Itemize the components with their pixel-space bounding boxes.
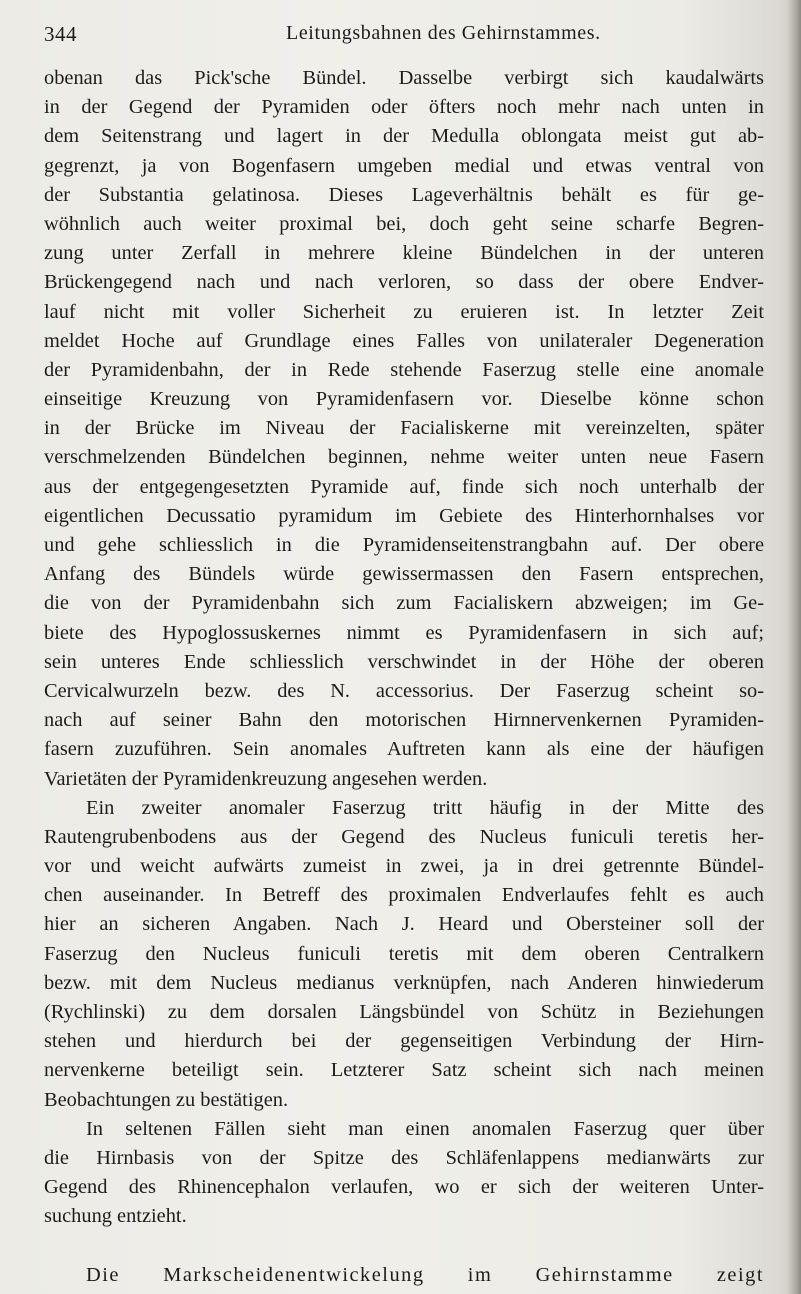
text-line: Gegend des Rhinencephalon verlaufen, wo er sich der weiteren Unter- (44, 1176, 764, 1199)
text-line: nach auf seiner Bahn den motorischen Hirnnervenkernen Pyramiden- (44, 709, 764, 732)
text-line: meldet Hoche auf Grundlage eines Falles von unilateraler Degeneration (44, 329, 764, 352)
text-line: eigentlichen Decussatio pyramidum im Gebiete des Hinterhornhalses vor (44, 504, 764, 527)
body-text (44, 64, 764, 1290)
text-line: bezw. mit dem Nucleus medianus verknüpfen, nach Anderen hinwiederum (44, 971, 764, 994)
text-line: In seltenen Fällen sieht man einen anomalen Faserzug quer über (86, 1117, 764, 1140)
text-line: chen auseinander. In Betreff des proximalen Endverlaufes fehlt es auch (44, 884, 764, 907)
text-line: lauf nicht mit voller Sicherheit zu eruieren ist. In letzter Zeit (44, 300, 764, 323)
text-line: Faserzug den Nucleus funiculi teretis mit dem oberen Centralkern (44, 942, 764, 965)
paragraph-basis-faserzug (44, 1115, 764, 1232)
text-line: wöhnlich auch weiter proximal bei, doch geht seine scharfe Begren- (44, 212, 764, 235)
text-line: sein unteres Ende schliesslich verschwindet in der Höhe der oberen (44, 650, 764, 673)
text-line: gegrenzt, ja von Bogenfasern umgeben medial und etwas ventral von (44, 154, 764, 177)
text-line: Beobachtungen zu bestätigen. (44, 1088, 289, 1111)
text-line: vor und weicht aufwärts zumeist in zwei, ja in drei getrennte Bündel- (44, 855, 764, 878)
text-line: und gehe schliesslich in die Pyramidenseitenstrangbahn auf. Der obere (44, 534, 764, 556)
text-line: Brückengegend nach und nach verloren, so dass der obere Endver- (44, 271, 764, 294)
text-line: nervenkerne beteiligt sein. Letzterer Satz scheint sich nach meinen (44, 1059, 764, 1082)
text-line: biete des Hypoglossuskernes nimmt es Pyramidenfasern in sich auf; (44, 621, 764, 644)
text-line: (Rychlinski) zu dem dorsalen Längsbündel von Schütz in Beziehungen (44, 1001, 764, 1023)
text-line: zung unter Zerfall in mehrere kleine Bündelchen in der unteren (44, 242, 764, 265)
page-header (44, 22, 764, 52)
text-line: aus der entgegengesetzten Pyramide auf, finde sich noch unterhalb der (44, 475, 764, 498)
text-line: der Substantia gelatinosa. Dieses Lageverhältnis behält es für ge- (44, 183, 764, 206)
text-line: stehen und hierdurch bei der gegenseitigen Verbindung der Hirn- (44, 1030, 764, 1053)
text-line: fasern zuzuführen. Sein anomales Auftreten kann als eine der häufigen (44, 738, 764, 761)
text-line: Varietäten der Pyramidenkreuzung angesehen werden. (44, 767, 488, 790)
paragraph-second-faserzug (44, 794, 764, 1115)
text-line: Cervicalwurzeln bezw. des N. accessorius. Der Faserzug scheint so- (44, 679, 764, 702)
text-line: Ein zweiter anomaler Faserzug tritt häufig in der Mitte des (86, 796, 764, 819)
paragraph-markscheiden (44, 1261, 764, 1290)
page-edge-shadow (787, 0, 801, 1294)
paragraph-gap (44, 1232, 764, 1261)
running-head: Leitungsbahnen des Gehirnstammes. (286, 22, 601, 44)
text-line: der Pyramidenbahn, der in Rede stehende Faserzug stelle eine anomale (44, 358, 764, 381)
text-line: Die Markscheidenentwickelung im Gehirnstamme zeigt (86, 1263, 764, 1286)
text-line: einseitige Kreuzung von Pyramidenfasern vor. Dieselbe könne schon (44, 388, 764, 411)
text-line: dem Seitenstrang und lagert in der Medulla oblongata meist gut ab- (44, 125, 764, 148)
page-number: 344 (44, 22, 77, 46)
text-line: verschmelzenden Bündelchen beginnen, nehme weiter unten neue Fasern (44, 446, 764, 469)
text-line: in der Gegend der Pyramiden oder öfters noch mehr nach unten in (44, 96, 764, 119)
text-line: in der Brücke im Niveau der Facialiskerne mit vereinzelten, später (44, 417, 764, 440)
text-line: suchung entzieht. (44, 1205, 187, 1228)
text-line: obenan das Pick'sche Bündel. Dasselbe verbirgt sich kaudalwärts (44, 67, 764, 89)
paragraph-pick-bundle (44, 64, 764, 794)
text-line: Anfang des Bündels würde gewissermassen den Fasern entsprechen, (44, 563, 764, 586)
text-line: die von der Pyramidenbahn sich zum Facialiskern abzweigen; im Ge- (44, 592, 764, 615)
text-line: die Hirnbasis von der Spitze des Schläfenlappens medianwärts zur (44, 1146, 764, 1169)
text-line: hier an sicheren Angaben. Nach J. Heard und Obersteiner soll der (44, 913, 764, 936)
text-line: Rautengrubenbodens aus der Gegend des Nucleus funiculi teretis her- (44, 825, 764, 848)
